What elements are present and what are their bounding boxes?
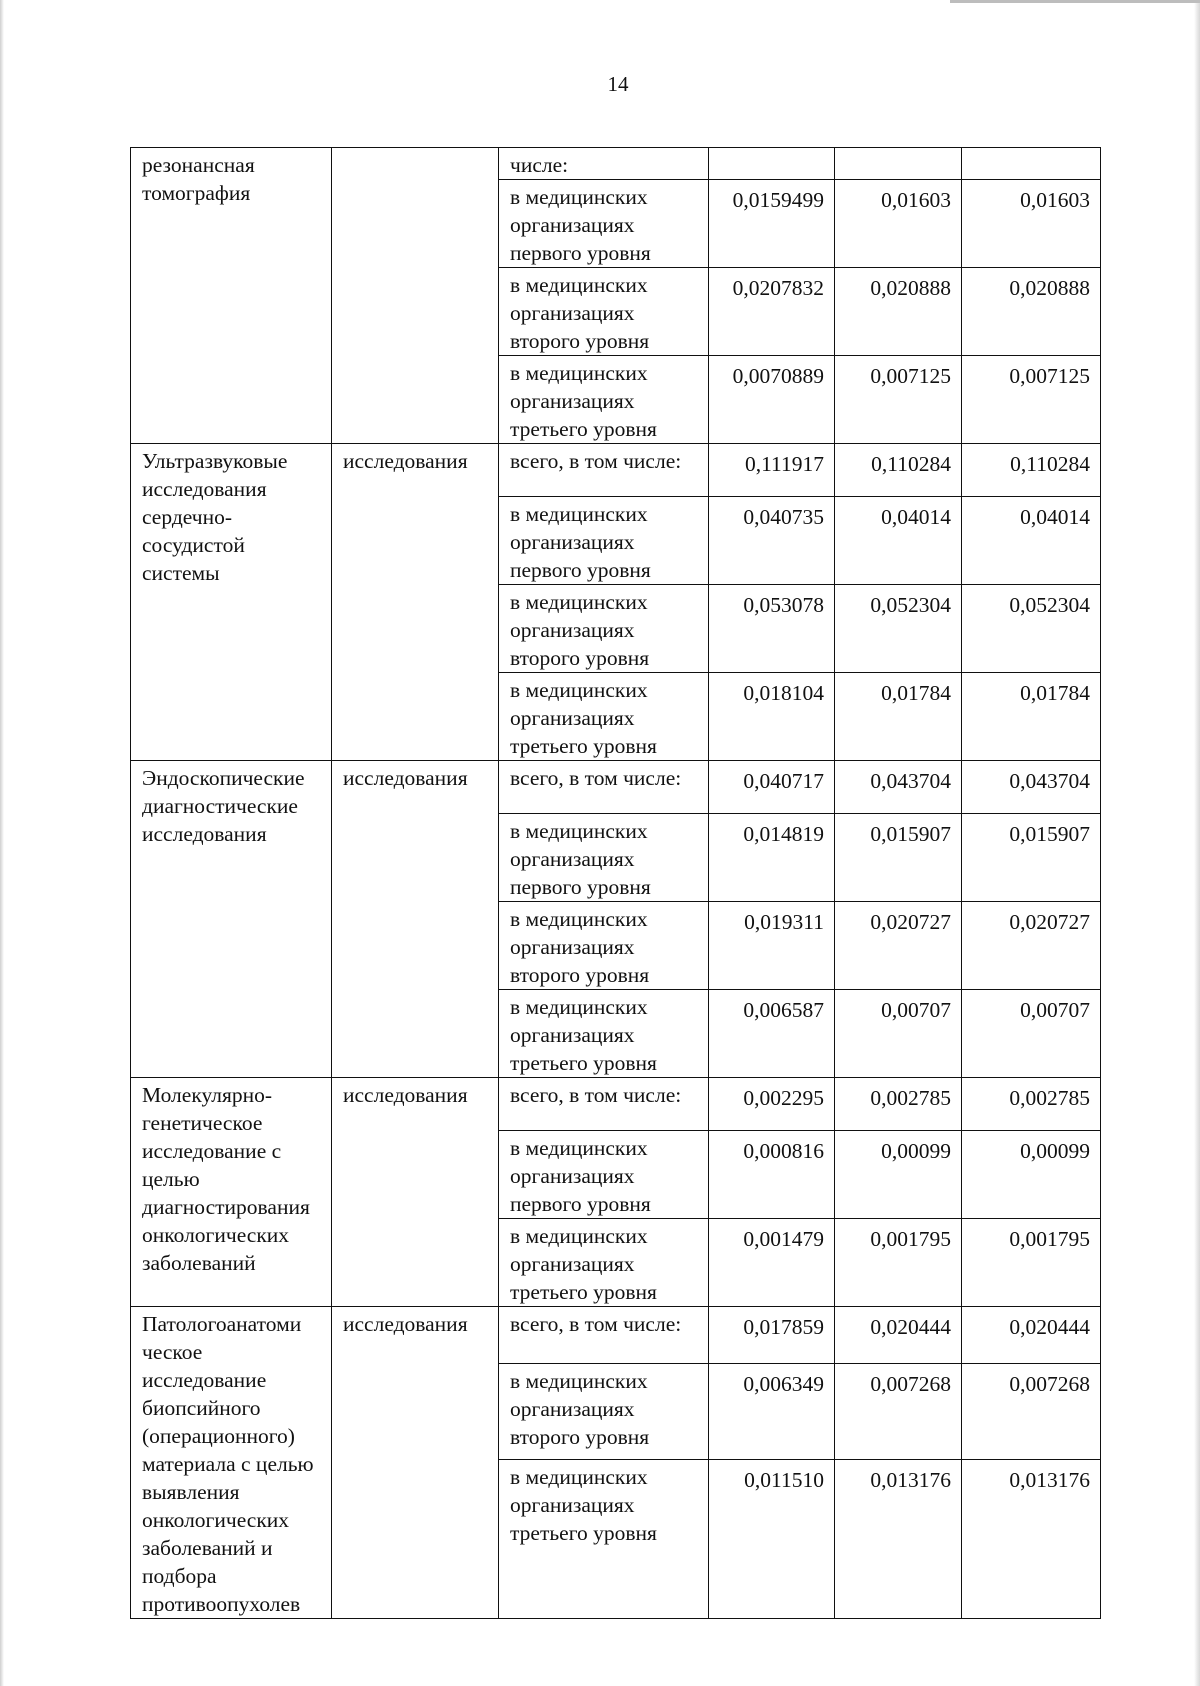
table-row — [131, 444, 1101, 497]
table-row — [131, 761, 1101, 814]
table-row — [131, 148, 1101, 180]
scan-edge-left — [0, 0, 4, 1686]
value-cell-1: 0,006349 — [709, 1364, 835, 1459]
study-name-cell: Молекулярно-генетическое исследование с целью диагностирования онкологических заболеваний — [131, 1078, 332, 1307]
value-cell-3: 0,01603 — [962, 180, 1101, 268]
value-cell-2: 0,007125 — [835, 356, 962, 444]
level-label-cell: всего, в том числе: — [499, 444, 709, 497]
level-label-cell: в медицинских организациях второго уровня — [499, 902, 709, 990]
norms-table — [130, 147, 1101, 1619]
level-label-cell: в медицинских организациях второго уровня — [499, 268, 709, 356]
scan-edge-top — [950, 0, 1200, 3]
unit-cell: исследования — [332, 761, 499, 1078]
value-cell-3: 0,110284 — [962, 444, 1101, 497]
value-cell-3: 0,020444 — [962, 1307, 1101, 1364]
value-cell-1: 0,017859 — [709, 1307, 835, 1364]
level-label-cell: в медицинских организациях первого уровня — [499, 814, 709, 902]
level-label-cell: всего, в том числе: — [499, 1307, 709, 1364]
table-row — [131, 1078, 1101, 1131]
value-cell-3: 0,007125 — [962, 356, 1101, 444]
value-cell-3: 0,043704 — [962, 761, 1101, 814]
level-label-cell: числе: — [499, 148, 709, 180]
value-cell-2: 0,01603 — [835, 180, 962, 268]
level-label-cell: в медицинских организациях второго уровня — [499, 585, 709, 673]
value-cell-3: 0,052304 — [962, 585, 1101, 673]
value-cell-3: 0,00707 — [962, 990, 1101, 1078]
value-cell-1 — [709, 148, 835, 180]
value-cell-2 — [835, 148, 962, 180]
value-cell-2: 0,020888 — [835, 268, 962, 356]
scan-edge-right — [1194, 0, 1200, 1686]
unit-cell: исследования — [332, 444, 499, 761]
level-label-cell: в медицинских организациях третьего уровня — [499, 1459, 709, 1618]
value-cell-1: 0,011510 — [709, 1459, 835, 1618]
value-cell-2: 0,01784 — [835, 673, 962, 761]
value-cell-2: 0,013176 — [835, 1459, 962, 1618]
value-cell-1: 0,018104 — [709, 673, 835, 761]
value-cell-3: 0,020727 — [962, 902, 1101, 990]
value-cell-1: 0,019311 — [709, 902, 835, 990]
value-cell-1: 0,006587 — [709, 990, 835, 1078]
value-cell-3: 0,015907 — [962, 814, 1101, 902]
value-cell-3: 0,002785 — [962, 1078, 1101, 1131]
value-cell-1: 0,0070889 — [709, 356, 835, 444]
value-cell-2: 0,00707 — [835, 990, 962, 1078]
value-cell-3: 0,00099 — [962, 1131, 1101, 1219]
value-cell-1: 0,053078 — [709, 585, 835, 673]
study-name-cell: Ультразвуковые исследования сердечно-сосудистой системы — [131, 444, 332, 761]
value-cell-2: 0,043704 — [835, 761, 962, 814]
value-cell-2: 0,052304 — [835, 585, 962, 673]
value-cell-1: 0,040717 — [709, 761, 835, 814]
value-cell-1: 0,111917 — [709, 444, 835, 497]
value-cell-2: 0,015907 — [835, 814, 962, 902]
level-label-cell: в медицинских организациях третьего уровня — [499, 990, 709, 1078]
level-label-cell: в медицинских организациях первого уровня — [499, 1131, 709, 1219]
level-label-cell: всего, в том числе: — [499, 761, 709, 814]
study-name-cell: резонансная томография — [131, 148, 332, 444]
value-cell-3: 0,04014 — [962, 497, 1101, 585]
value-cell-2: 0,001795 — [835, 1219, 962, 1307]
value-cell-1: 0,001479 — [709, 1219, 835, 1307]
value-cell-3: 0,020888 — [962, 268, 1101, 356]
value-cell-3 — [962, 148, 1101, 180]
level-label-cell: в медицинских организациях третьего уровня — [499, 356, 709, 444]
unit-cell: исследования — [332, 1307, 499, 1619]
value-cell-1: 0,040735 — [709, 497, 835, 585]
page-number: 14 — [607, 72, 629, 96]
value-cell-1: 0,002295 — [709, 1078, 835, 1131]
value-cell-3: 0,001795 — [962, 1219, 1101, 1307]
value-cell-3: 0,007268 — [962, 1364, 1101, 1459]
table-row — [131, 1307, 1101, 1364]
level-label-cell: в медицинских организациях первого уровня — [499, 497, 709, 585]
unit-cell: исследования — [332, 1078, 499, 1307]
level-label-cell: всего, в том числе: — [499, 1078, 709, 1131]
value-cell-1: 0,0207832 — [709, 268, 835, 356]
value-cell-2: 0,020727 — [835, 902, 962, 990]
level-label-cell: в медицинских организациях второго уровня — [499, 1364, 709, 1459]
value-cell-2: 0,002785 — [835, 1078, 962, 1131]
value-cell-2: 0,00099 — [835, 1131, 962, 1219]
study-name-cell: Эндоскопические диагностические исследования — [131, 761, 332, 1078]
level-label-cell: в медицинских организациях третьего уровня — [499, 1219, 709, 1307]
value-cell-3: 0,01784 — [962, 673, 1101, 761]
value-cell-2: 0,110284 — [835, 444, 962, 497]
value-cell-2: 0,007268 — [835, 1364, 962, 1459]
value-cell-3: 0,013176 — [962, 1459, 1101, 1618]
study-name-cell: Патологоанатоми ческое исследование биопсийного (операционного) материала с целью выявления онкологических заболеваний и подбора противоопухолев — [131, 1307, 332, 1619]
level-label-cell: в медицинских организациях первого уровня — [499, 180, 709, 268]
unit-cell — [332, 148, 499, 444]
value-cell-1: 0,0159499 — [709, 180, 835, 268]
value-cell-1: 0,014819 — [709, 814, 835, 902]
value-cell-2: 0,04014 — [835, 497, 962, 585]
level-label-cell: в медицинских организациях третьего уровня — [499, 673, 709, 761]
value-cell-2: 0,020444 — [835, 1307, 962, 1364]
value-cell-1: 0,000816 — [709, 1131, 835, 1219]
